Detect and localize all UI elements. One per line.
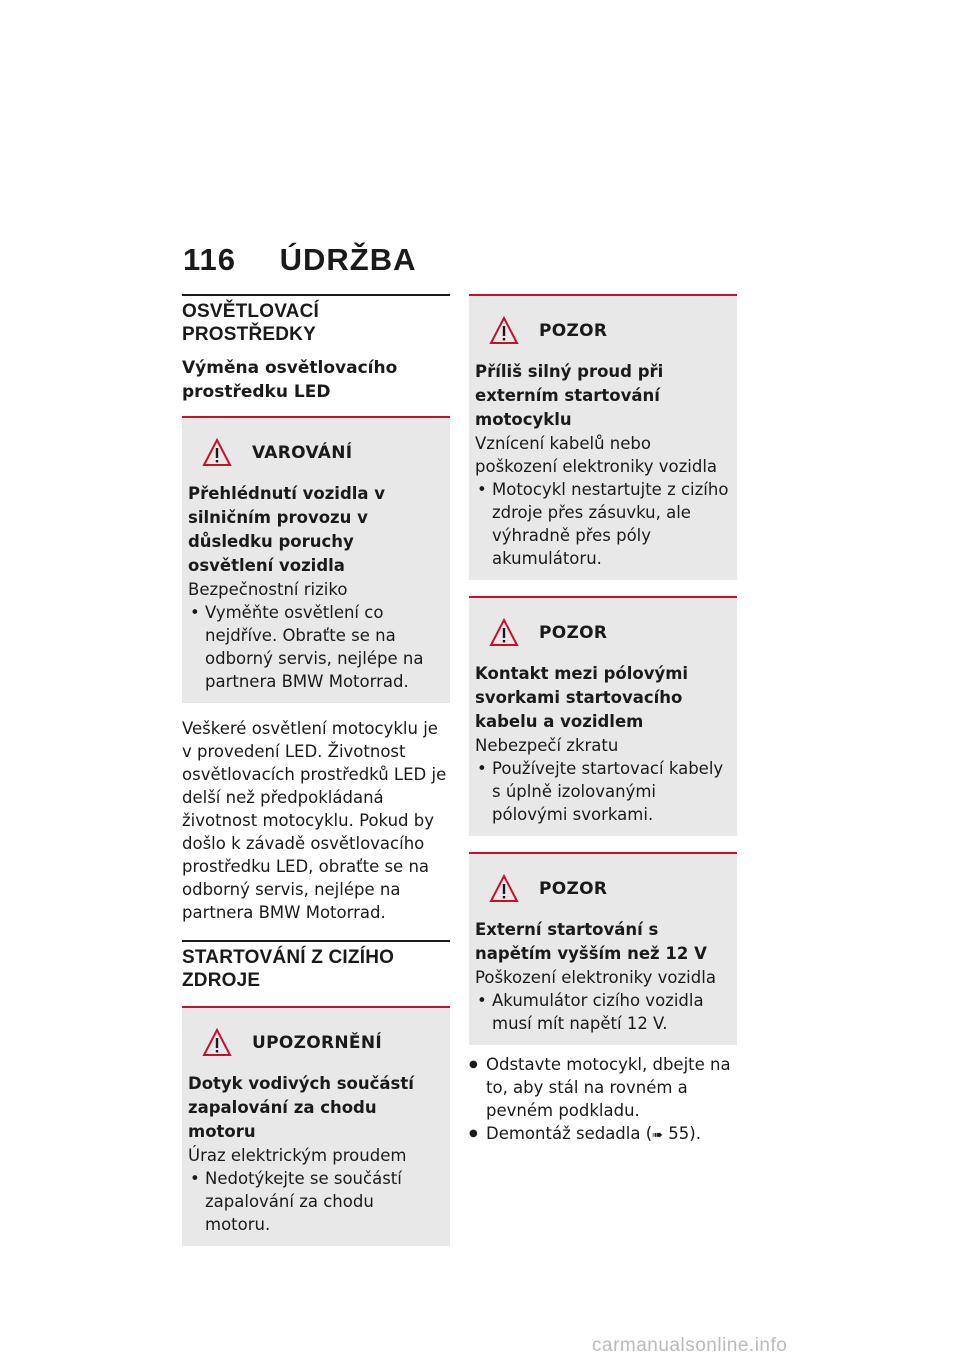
warning-triangle-icon [489, 316, 519, 346]
caution-instruction: • Akumulátor cizího vozidla musí mít napětí 12 V. [475, 989, 731, 1035]
page-number: 116 [183, 242, 237, 277]
caution-label: POZOR [539, 321, 608, 341]
section-title-lighting: OSVĚTLOVACÍ PROSTŘEDKY [182, 301, 319, 345]
caution-label: POZOR [539, 623, 608, 643]
procedure-step [469, 1122, 737, 1147]
caution-box-3 [469, 854, 737, 1045]
procedure-step: ● Odstavte motocykl, dbejte na to, aby stál na rovném a pevném podkladu. [469, 1053, 737, 1122]
caution-box-2 [469, 598, 737, 836]
watermark: carmanualsonline.info [592, 1335, 788, 1356]
warning-triangle-icon [489, 874, 519, 904]
page-header [183, 242, 417, 278]
caution-consequence: Poškození elektroniky vozidla [475, 968, 716, 987]
procedure-steps [469, 1053, 737, 1147]
warning-box [182, 418, 450, 703]
caution-instruction: • Motocykl nestartujte z cizího zdroje přes zásuvku, ale výhradně přes póly akumulátoru. [475, 478, 731, 570]
notice-label: UPOZORNĚNÍ [252, 1033, 382, 1053]
left-column [182, 294, 450, 1246]
caution-title: Externí startování s napětím vyšším než 12 V [475, 920, 707, 963]
caution-title: Kontakt mezi pólovými svorkami startovacího kabelu a vozidlem [475, 664, 689, 731]
caution-consequence: Vznícení kabelů nebo poškození elektroniky vozidla [475, 434, 718, 476]
notice-consequence: Úraz elektrickým proudem [188, 1146, 407, 1165]
page-reference-arrow-icon: ➠ [652, 1128, 664, 1143]
warning-instruction: • Vyměňte osvětlení co nejdříve. Obraťte se na odborný servis, nejlépe na partnera BMW Motorrad. [188, 601, 444, 693]
caution-title: Příliš silný proud při externím startování motocyklu [475, 362, 664, 429]
warning-triangle-icon [489, 618, 519, 648]
notice-instruction: • Nedotýkejte se součástí zapalování za chodu motoru. [188, 1167, 444, 1236]
notice-box [182, 1008, 450, 1246]
section-title-jump-start: STARTOVÁNÍ Z CIZÍHO ZDROJE [182, 947, 395, 991]
warning-triangle-icon [202, 438, 232, 468]
notice-title: Dotyk vodivých součástí zapalování za chodu motoru [188, 1074, 414, 1141]
caution-label: POZOR [539, 879, 608, 899]
chapter-title: ÚDRŽBA [279, 242, 417, 277]
warning-consequence: Bezpečnostní riziko [188, 580, 348, 599]
warning-title: Přehlédnutí vozidla v silničním provozu v důsledku poruchy osvětlení vozidla [188, 484, 386, 575]
page-reference-link[interactable]: 55). [663, 1124, 701, 1143]
step-text: Demontáž sedadla ( [486, 1124, 653, 1143]
led-paragraph: Veškeré osvětlení motocyklu je v provedení LED. Životnost osvětlovacích prostředků LED je delší než předpokládaná životnost motocyklu. Pokud by došlo k závadě osvětlovacího prostředku LED, obraťte se na odborný servis, nejlépe na partnera BMW Motorrad. [182, 719, 447, 922]
right-column [469, 294, 737, 1147]
warning-triangle-icon [202, 1028, 232, 1058]
caution-instruction: • Používejte startovací kabely s úplně izolovanými pólovými svorkami. [475, 757, 731, 826]
caution-box-1 [469, 296, 737, 580]
caution-consequence: Nebezpečí zkratu [475, 736, 619, 755]
subsection-title-led: Výměna osvětlovacího prostředku LED [182, 358, 398, 402]
warning-label: VAROVÁNÍ [252, 443, 353, 463]
